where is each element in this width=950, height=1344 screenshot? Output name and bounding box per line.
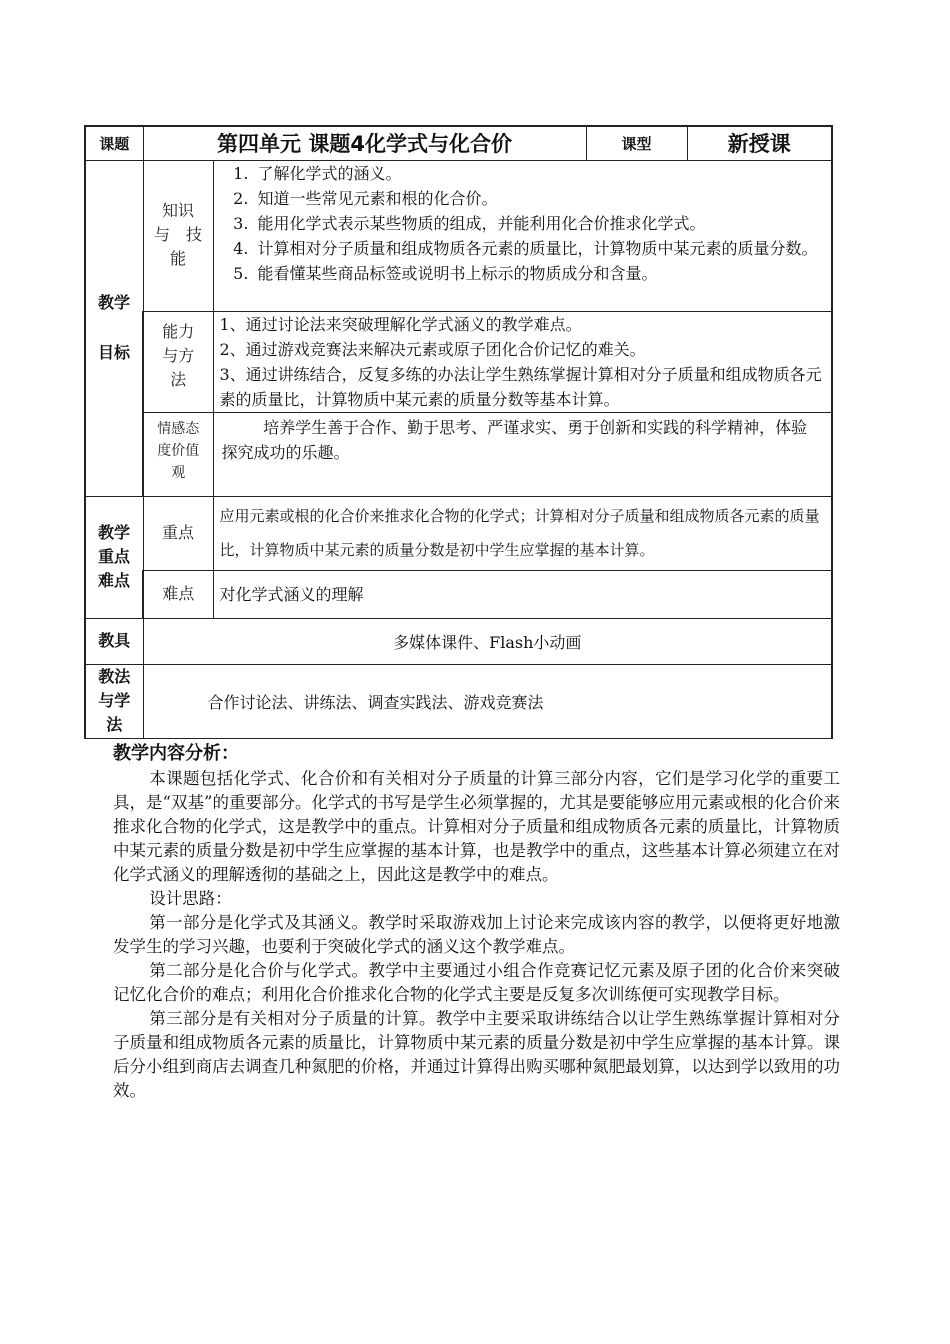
knowledge-label-line: 能 xyxy=(169,248,186,268)
design-heading: 设计思路： xyxy=(149,889,232,908)
lesson-plan-table xyxy=(84,125,833,739)
difficulty-row xyxy=(85,570,832,618)
keypoints-label xyxy=(85,496,143,618)
methods-row xyxy=(85,664,832,738)
emotion-label xyxy=(143,412,213,496)
list-item: 4. 计算相对分子质量和组成物质各元素的质量比，计算物质中某元素的质量分数。 xyxy=(254,236,824,261)
methods-label-line: 与学 xyxy=(98,691,131,710)
keypoints-label-line: 重点 xyxy=(97,547,130,566)
knowledge-label-line: 知识 xyxy=(161,200,194,220)
methods-text: 合作讨论法、讲练法、调查实践法、游戏竞赛法 xyxy=(207,692,544,712)
knowledge-label-line: 与 技 xyxy=(153,224,202,244)
ability-row xyxy=(85,311,832,412)
list-item: 5. 能看懂某些商品标签或说明书上标示的物质成分和含量。 xyxy=(254,261,824,286)
analysis-heading: 教学内容分析： xyxy=(113,743,239,764)
emotion-row xyxy=(85,412,832,496)
tools-row xyxy=(85,618,832,664)
ability-label-line: 能力 xyxy=(162,321,195,341)
objectives-label xyxy=(85,160,143,496)
header-row xyxy=(85,126,832,160)
ability-label-line: 与方 xyxy=(162,345,195,365)
focus-row xyxy=(85,496,832,570)
focus-label: 重点 xyxy=(143,496,213,570)
emotion-label-line: 观 xyxy=(171,464,186,481)
ability-label-line: 法 xyxy=(170,369,187,389)
difficulty-content xyxy=(213,570,832,618)
analysis-paragraph: 第三部分是有关相对分子质量的计算。教学中主要采取讲练结合以让学生熟练掌握计算相对分子质量和组成物质各元素的质量比，计算物质中某元素的质量分数是初中学生应掌握的基本计算。课后分小组到商店去调查几种氮肥的价格，并通过计算得出购买哪种氮肥最划算，以达到学以致用的功效。 xyxy=(113,1009,840,1100)
type-label: 课型 xyxy=(586,126,687,160)
objectives-label-line: 教学 xyxy=(97,293,130,312)
tools-label: 教具 xyxy=(85,618,143,664)
methods-label-line: 法 xyxy=(106,715,123,734)
ability-content xyxy=(213,311,832,412)
list-item: 1. 了解化学式的涵义。 xyxy=(254,161,824,186)
ability-line: 2、通过游戏竞赛法来解决元素或原子团化合价记忆的难关。 xyxy=(219,339,646,359)
tools-text: 多媒体课件、Flash小动画 xyxy=(143,618,832,664)
type-value: 新授课 xyxy=(687,126,832,160)
list-item: 3. 能用化学式表示某些物质的组成，并能利用化合价推求化学式。 xyxy=(254,211,824,236)
focus-text: 应用元素或根的化合价来推求化合物的化学式；计算相对分子质量和组成物质各元素的质量比，计算物质中某元素的质量分数是初中学生应掌握的基本计算。 xyxy=(219,507,820,559)
methods-content xyxy=(143,664,832,738)
analysis-paragraph: 第一部分是化学式及其涵义。教学时采取游戏加上讨论来完成该内容的教学，以便将更好地激发学生的学习兴趣，也要利于突破化学式的涵义这个教学难点。 xyxy=(113,913,840,956)
knowledge-label xyxy=(143,160,213,311)
emotion-content xyxy=(213,412,832,496)
ability-label xyxy=(143,311,213,412)
content-analysis xyxy=(113,741,840,1103)
analysis-paragraph: 本课题包括化学式、化合价和有关相对分子质量的计算三部分内容，它们是学习化学的重要工具，是“双基”的重要部分。化学式的书写是学生必须掌握的，尤其是要能够应用元素或根的化合价来推求化合物的化学式，这是教学中的重点。计算相对分子质量和组成物质各元素的质量比，计算物质中某元素的质量分数是初中学生应掌握的基本计算，也是教学中的重点，这些基本计算必须建立在对化学式涵义的理解透彻的基础之上，因此这是教学中的难点。 xyxy=(113,769,840,884)
difficulty-text: 对化学式涵义的理解 xyxy=(219,584,364,604)
methods-label xyxy=(85,664,143,738)
emotion-label-line: 情感态 xyxy=(157,420,200,437)
emotion-label-line: 度价值 xyxy=(157,442,200,459)
lesson-title: 第四单元 课题4化学式与化合价 xyxy=(143,126,586,160)
knowledge-content xyxy=(213,160,832,311)
analysis-paragraph: 第二部分是化合价与化学式。教学中主要通过小组合作竞赛记忆元素及原子团的化合价来突破记忆化合价的难点；利用化合价推求化合物的化学式主要是反复多次训练便可实现教学目标。 xyxy=(113,961,840,1004)
ability-line: 1、通过讨论法来突破理解化学式涵义的教学难点。 xyxy=(219,314,582,334)
knowledge-row xyxy=(85,160,832,311)
topic-label: 课题 xyxy=(85,126,143,160)
methods-label-line: 教法 xyxy=(98,667,131,686)
keypoints-label-line: 难点 xyxy=(97,571,130,590)
focus-content xyxy=(213,496,832,570)
ability-line: 3、通过讲练结合，反复多练的办法让学生熟练掌握计算相对分子质量和组成物质各元素的质量比，计算物质中某元素的质量分数等基本计算。 xyxy=(219,364,822,409)
list-item: 2. 知道一些常见元素和根的化合价。 xyxy=(254,186,824,211)
keypoints-label-line: 教学 xyxy=(97,523,130,542)
emotion-text: 培养学生善于合作、勤于思考、严谨求实、勇于创新和实践的科学精神，体验探究成功的乐趣。 xyxy=(221,417,808,462)
objectives-label-line: 目标 xyxy=(97,343,130,362)
difficulty-label: 难点 xyxy=(143,570,213,618)
knowledge-goal-list xyxy=(214,161,832,286)
